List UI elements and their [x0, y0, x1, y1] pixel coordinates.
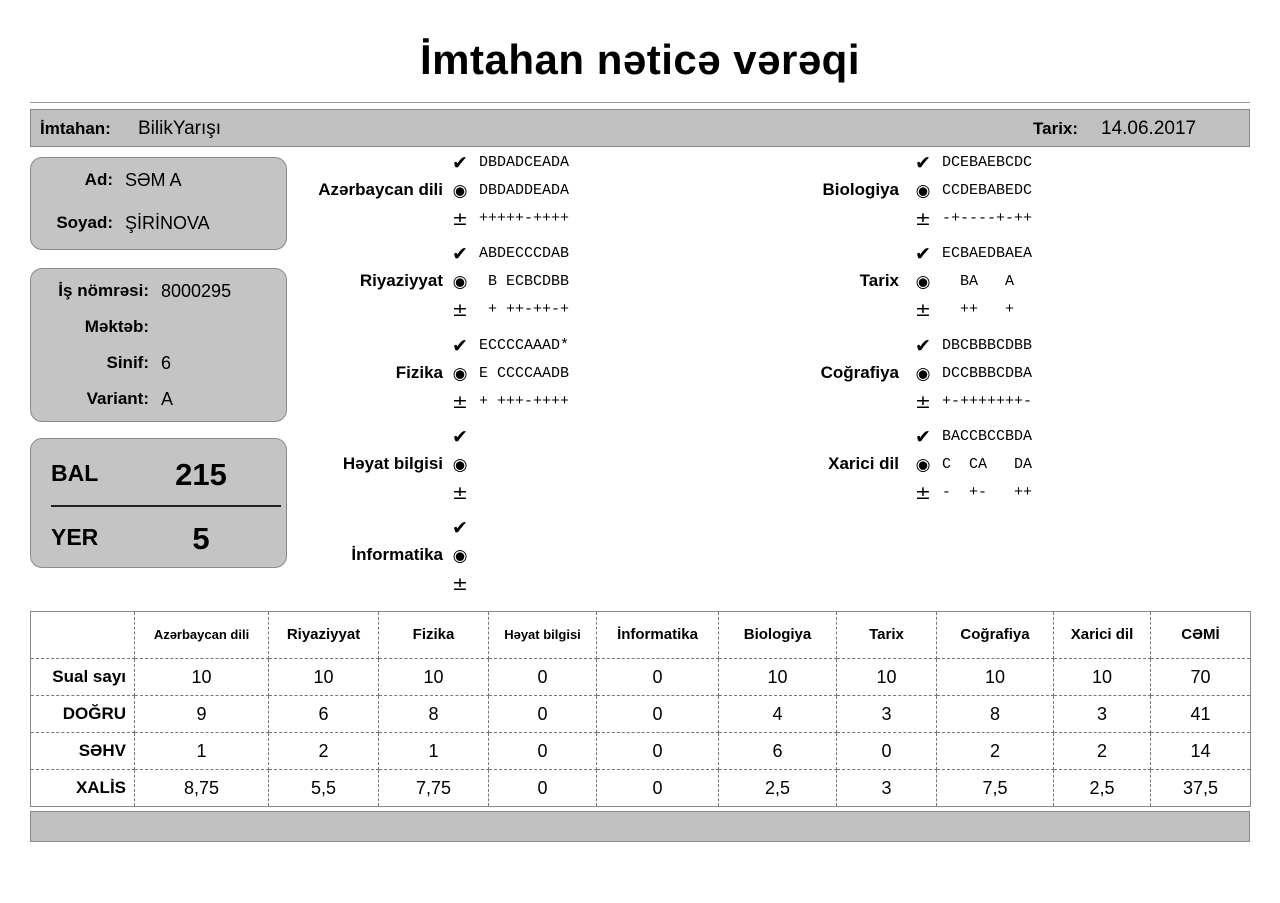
subject-2-key: ECCCCAAAD* — [479, 337, 570, 354]
school-label: Məktəb: — [84, 317, 149, 336]
row-label: DOĞRU — [31, 696, 135, 733]
table-header-row — [31, 612, 1251, 659]
exam-date: 14.06.2017 — [1101, 118, 1197, 139]
plus-minus-icon: ± — [452, 299, 468, 321]
subject-1-answers: B ECBCDBB — [479, 273, 570, 290]
ad-value: SƏM A — [125, 170, 182, 190]
work-number-value: 8000295 — [161, 281, 232, 301]
table-cell: 0 — [597, 733, 719, 770]
table-cell: 2 — [269, 733, 379, 770]
target-icon: ◉ — [915, 364, 931, 384]
footer-bar — [30, 811, 1250, 842]
subject-0-result: +++++-++++ — [479, 210, 570, 227]
page-title: İmtahan nəticə vərəqi — [420, 36, 860, 83]
plus-minus-icon: ± — [452, 208, 468, 230]
check-icon: ✔ — [915, 152, 931, 174]
target-icon: ◉ — [915, 455, 931, 475]
subject-5-name: Biologiya — [822, 180, 899, 199]
plus-minus-icon: ± — [452, 573, 468, 595]
column-header: İnformatika — [597, 612, 719, 659]
plus-minus-icon: ± — [915, 482, 931, 504]
table-cell: 8 — [937, 696, 1054, 733]
exam-name: BilikYarışı — [138, 118, 222, 139]
yer-value: 5 — [192, 521, 210, 556]
row-label: Sual sayı — [31, 659, 135, 696]
subject-4-name: İnformatika — [351, 545, 443, 564]
subject-7-result: +-+++++++- — [942, 393, 1033, 410]
table-cell: 0 — [489, 659, 597, 696]
table-cell: 10 — [719, 659, 837, 696]
table-cell: 9 — [135, 696, 269, 733]
target-icon: ◉ — [915, 181, 931, 201]
table-cell: 0 — [597, 770, 719, 807]
subject-2-name: Fizika — [395, 363, 443, 382]
column-header: Xarici dil — [1054, 612, 1151, 659]
target-icon: ◉ — [452, 364, 468, 384]
table-cell: 14 — [1151, 733, 1251, 770]
table-cell: 2,5 — [719, 770, 837, 807]
subject-7-key: DBCBBBCDBB — [942, 337, 1033, 354]
subject-5-key: DCEBAEBCDC — [942, 154, 1033, 171]
subject-5-result: -+----+-++ — [942, 210, 1033, 227]
table-row — [31, 659, 1251, 696]
check-icon: ✔ — [452, 152, 468, 174]
subject-5-answers: CCDEBABEDC — [942, 182, 1033, 199]
table-cell: 6 — [269, 696, 379, 733]
table-cell: 3 — [837, 770, 937, 807]
plus-minus-icon: ± — [452, 482, 468, 504]
column-header: Riyaziyyat — [269, 612, 379, 659]
target-icon: ◉ — [452, 181, 468, 201]
row-label: SƏHV — [31, 733, 135, 770]
table-cell: 0 — [489, 770, 597, 807]
subject-3-name: Həyat bilgisi — [342, 454, 443, 473]
exam-label: İmtahan: — [40, 119, 111, 138]
table-cell: 41 — [1151, 696, 1251, 733]
class-label: Sinif: — [106, 353, 149, 372]
target-icon: ◉ — [452, 455, 468, 475]
table-row — [31, 696, 1251, 733]
column-header: Həyat bilgisi — [489, 612, 597, 659]
subject-2-result: + +++-++++ — [479, 393, 570, 410]
table-cell: 37,5 — [1182, 777, 1219, 798]
score-divider — [51, 505, 281, 507]
table-cell: 8 — [379, 696, 489, 733]
table-cell: 2 — [937, 733, 1054, 770]
subject-1-key: ABDECCCDAB — [479, 245, 570, 262]
title-divider — [30, 102, 1250, 103]
plus-minus-icon: ± — [915, 299, 931, 321]
table-cell: 2 — [1054, 733, 1151, 770]
table-cell: 10 — [937, 659, 1054, 696]
column-header: Azərbaycan dili — [135, 612, 269, 659]
work-info-panel — [30, 268, 287, 422]
table-row — [31, 733, 1251, 770]
student-panel — [30, 157, 287, 250]
table-cell: 10 — [379, 659, 489, 696]
table-cell: 0 — [837, 733, 937, 770]
table-cell: 10 — [837, 659, 937, 696]
subject-6-answers: BA A — [942, 273, 1015, 290]
row-label: XALİS — [31, 770, 135, 807]
table-cell: 1 — [379, 733, 489, 770]
subject-6-result: ++ + — [942, 301, 1015, 318]
column-header: Coğrafiya — [937, 612, 1054, 659]
table-cell: 0 — [597, 696, 719, 733]
table-cell: 10 — [135, 659, 269, 696]
table-cell: 1 — [135, 733, 269, 770]
bal-value: 215 — [175, 457, 227, 492]
subject-0-key: DBDADCEADA — [479, 154, 570, 171]
subject-8-key: BACCBCCBDA — [942, 428, 1033, 445]
table-cell: 7,75 — [379, 770, 489, 807]
results-table — [30, 611, 1251, 807]
subject-7-answers: DCCBBBCDBA — [942, 365, 1033, 382]
table-cell: 10 — [269, 659, 379, 696]
table-cell: 7,5 — [937, 770, 1054, 807]
plus-minus-icon: ± — [915, 391, 931, 413]
subject-8-answers: C CA DA — [942, 456, 1033, 473]
subject-0-answers: DBDADDEADA — [479, 182, 570, 199]
check-icon: ✔ — [452, 426, 468, 448]
table-cell: 0 — [489, 696, 597, 733]
yer-label: YER — [51, 524, 99, 550]
subject-6-name: Tarix — [859, 271, 899, 290]
check-icon: ✔ — [452, 517, 468, 539]
target-icon: ◉ — [452, 546, 468, 566]
table-cell: 70 — [1151, 659, 1251, 696]
table-cell: 3 — [837, 696, 937, 733]
table-cell: 0 — [489, 733, 597, 770]
variant-value: A — [161, 389, 174, 409]
subject-0-name: Azərbaycan dili — [318, 180, 443, 199]
exam-info-bar — [30, 109, 1250, 147]
check-icon: ✔ — [452, 243, 468, 265]
target-icon: ◉ — [452, 272, 468, 292]
column-header: Fizika — [379, 612, 489, 659]
table-row — [31, 770, 1251, 807]
work-number-label: İş nömrəsi: — [58, 281, 149, 300]
bal-label: BAL — [51, 460, 99, 486]
table-corner-cell — [31, 612, 135, 659]
check-icon: ✔ — [915, 243, 931, 265]
soyad-label: Soyad: — [56, 213, 113, 232]
check-icon: ✔ — [915, 335, 931, 357]
date-label: Tarix: — [1033, 119, 1079, 138]
table-cell: 5,5 — [269, 770, 379, 807]
subject-1-result: + ++-++-+ — [479, 301, 570, 318]
subject-8-result: - +- ++ — [942, 484, 1033, 501]
table-cell: 2,5 — [1054, 770, 1151, 807]
table-cell: 0 — [597, 659, 719, 696]
soyad-value: ŞİRİNOVA — [125, 213, 210, 233]
subject-1-name: Riyaziyyat — [359, 271, 443, 290]
column-header: Biologiya — [719, 612, 837, 659]
class-value: 6 — [161, 353, 172, 373]
table-cell: 6 — [719, 733, 837, 770]
subject-2-answers: E CCCCAADB — [479, 365, 570, 382]
variant-label: Variant: — [86, 389, 149, 408]
ad-label: Ad: — [84, 170, 113, 189]
subject-7-name: Coğrafiya — [820, 363, 899, 382]
table-cell: 4 — [719, 696, 837, 733]
table-cell: 8,75 — [135, 770, 269, 807]
plus-minus-icon: ± — [915, 208, 931, 230]
target-icon: ◉ — [915, 272, 931, 292]
check-icon: ✔ — [915, 426, 931, 448]
table-cell: 10 — [1054, 659, 1151, 696]
plus-minus-icon: ± — [452, 391, 468, 413]
subject-8-name: Xarici dil — [828, 454, 899, 473]
check-icon: ✔ — [452, 335, 468, 357]
column-header: Tarix — [837, 612, 937, 659]
subject-6-key: ECBAEDBAEA — [942, 245, 1033, 262]
table-cell: 3 — [1054, 696, 1151, 733]
column-header: CƏMİ — [1151, 612, 1251, 659]
